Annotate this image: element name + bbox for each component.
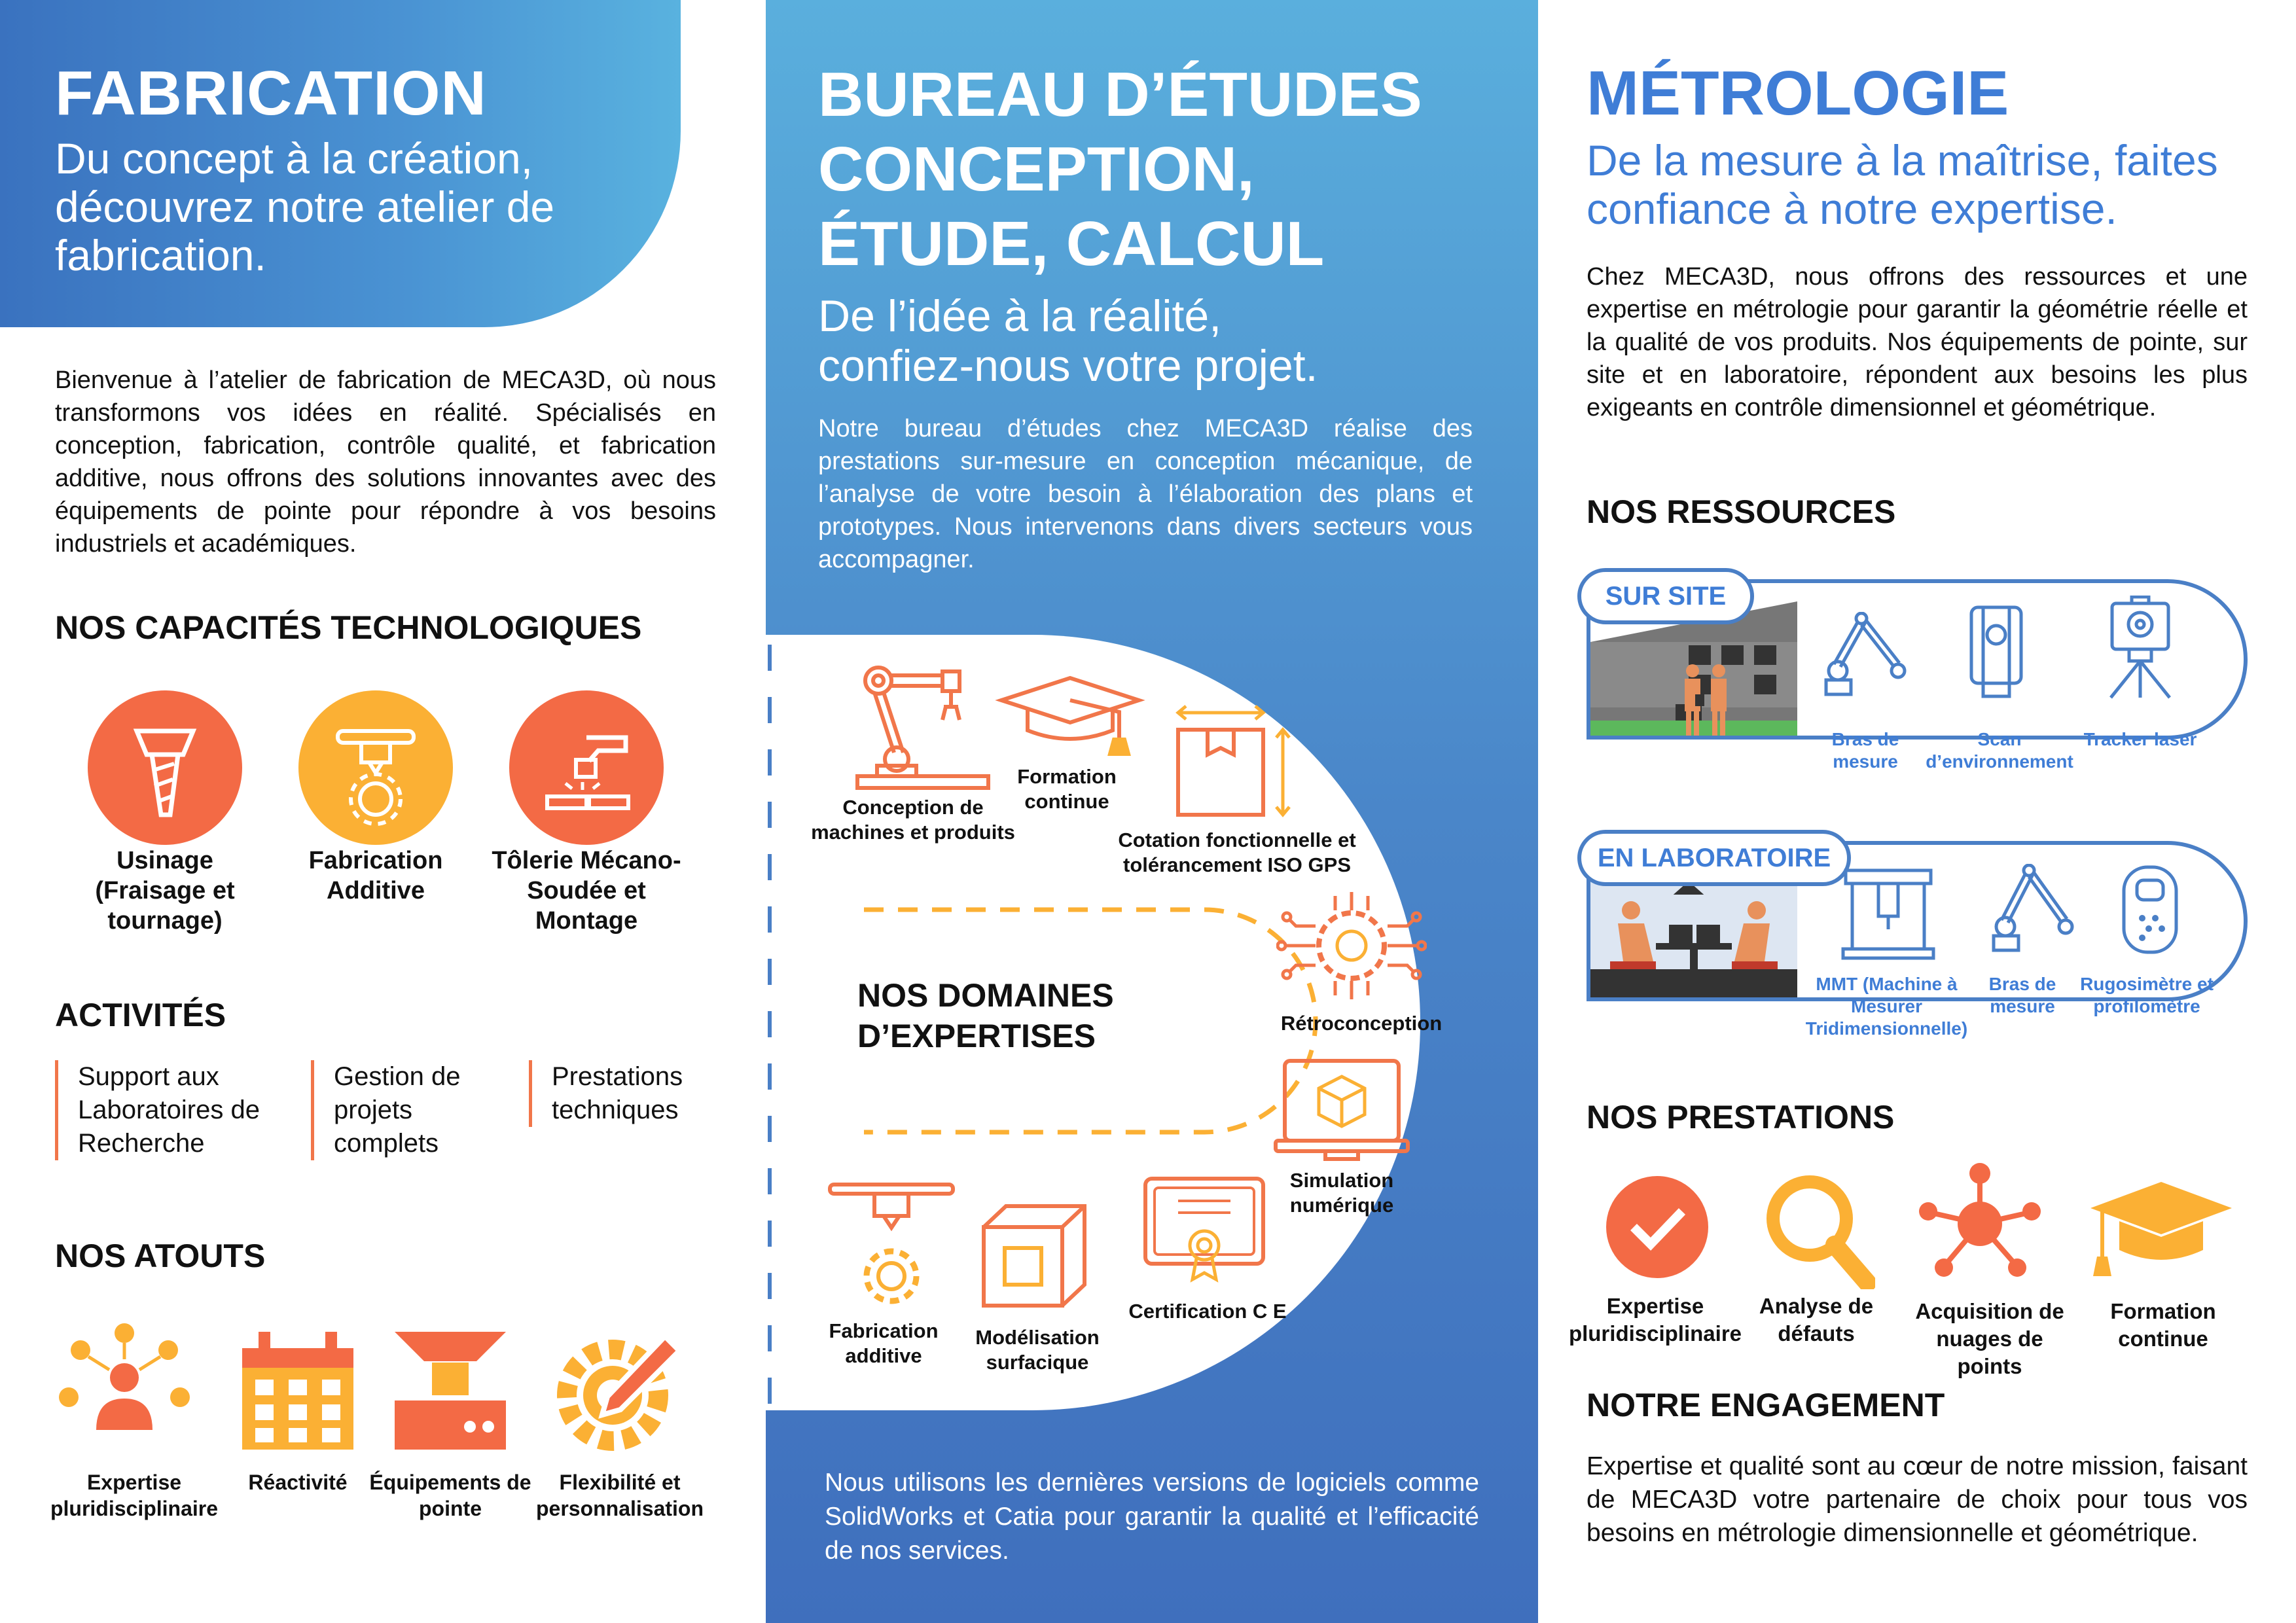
wireframe-cube-icon	[978, 1201, 1090, 1312]
bureau-subtitle-line: De l’idée à la réalité,	[818, 291, 1222, 341]
metrologie-intro: Chez MECA3D, nous offrons des ressources et une expertise en métrologie pour garantir la géométrie réelle et la qualité de vos produits. Nos équipements de pointe, sur site et en laboratoire, répondent aux besoins les plus exigeants en contrôle dimensionnel et géométrique.	[1587, 263, 2248, 421]
3d-printer-icon	[826, 1178, 957, 1315]
graduation-cap-icon	[2089, 1178, 2233, 1283]
check-circle-icon	[1605, 1175, 1710, 1279]
domaine-label: Simulation numérique	[1289, 1169, 1394, 1217]
bureau-footer: Nous utilisons les dernières versions de logiciels comme SolidWorks et Catia pour garantir la qualité et l’efficacité de nos services.	[825, 1469, 1479, 1565]
ressource-label: Scan d’environnement	[1926, 729, 2073, 772]
machine-icon	[391, 1329, 509, 1453]
domaine-label: Rétroconception	[1280, 1012, 1443, 1035]
metrologie-subtitle: De la mesure à la maîtrise, faites confiance à notre expertise.	[1587, 136, 2218, 233]
domaine-label: Certification C E	[1128, 1300, 1287, 1323]
domaine-label: Fabrication additive	[829, 1319, 939, 1367]
fabrication-intro: Bienvenue à l’atelier de fabrication de MECA3D, où nous transformons vos idées en réalité. Spécialisés en conception, fabrication, contrôle qualité, et fabrication additive, nous offrons des solutions innovantes avec des équipements de pointe pour répondre à vos besoins industriels et académiques.	[55, 366, 716, 558]
laser-tracker-icon	[2098, 596, 2183, 700]
point-cloud-icon	[1918, 1162, 2042, 1279]
dimension-box-icon	[1172, 704, 1302, 821]
atout-label: Équipements de pointe	[369, 1471, 531, 1520]
domaine-label: Modélisation surfacique	[975, 1326, 1100, 1374]
bureau-title-line: CONCEPTION,	[818, 134, 1255, 204]
bureau-title-line: ÉTUDE, CALCUL	[818, 209, 1325, 279]
bureau-etudes-panel	[766, 0, 1538, 1623]
activite-item: Gestion de projets complets	[311, 1060, 501, 1160]
domaine-label: Conception de machines et produits	[811, 796, 1015, 844]
prestation-label: Analyse de défauts	[1759, 1294, 1874, 1346]
engagement-text: Expertise et qualité sont au cœur de notre mission, faisant de MECA3D votre partenaire de choix pour tous vos besoins en métrologie dimensionnelle et géométrique.	[1587, 1452, 2248, 1547]
capacite-label: Fabrication Additive	[308, 847, 443, 904]
ressource-label: Bras de mesure	[1988, 974, 2056, 1016]
activite-item: Support aux Laboratoires de Recherche	[55, 1060, 264, 1160]
atout-label: Réactivité	[248, 1471, 348, 1494]
ressource-label: Tracker laser	[2083, 729, 2197, 749]
robot-arm-icon	[851, 661, 995, 792]
fabrication-subtitle: Du concept à la création, découvrez notre atelier de fabrication.	[55, 134, 555, 279]
gear-pencil-icon	[555, 1322, 686, 1453]
network-person-icon	[56, 1319, 193, 1450]
capacite-label: Usinage (Fraisage et tournage)	[95, 847, 235, 935]
ressources-title: NOS RESSOURCES	[1587, 493, 1896, 530]
domaines-title	[857, 975, 1114, 1056]
metrologie-title: MÉTROLOGIE	[1587, 58, 2009, 128]
capacite-label: Tôlerie Mécano-Soudée et Montage	[492, 847, 681, 935]
ressource-label: Rugosimètre et profilomètre	[2080, 974, 2214, 1016]
ressource-label: Bras de mesure	[1831, 729, 1899, 772]
calendar-icon	[239, 1329, 357, 1453]
cmm-icon	[1839, 857, 1937, 962]
bureau-title-line: BUREAU D’ÉTUDES	[818, 60, 1422, 130]
measuring-arm-icon	[1821, 612, 1912, 697]
3d-printer-icon	[298, 690, 453, 845]
bureau-title	[818, 58, 1422, 281]
prestations-title: NOS PRESTATIONS	[1587, 1099, 1895, 1135]
prestation-label: Formation continue	[2110, 1299, 2216, 1351]
domaines-title-line: D’EXPERTISES	[857, 1018, 1096, 1054]
scanner-icon	[1964, 602, 2029, 700]
prestation-label: Acquisition de nuages de points	[1915, 1299, 2064, 1378]
atouts-title: NOS ATOUTS	[55, 1238, 266, 1274]
laptop-cube-icon	[1273, 1057, 1410, 1162]
atout-label: Expertise pluridisciplinaire	[50, 1471, 219, 1520]
bureau-subtitle-line: confiez-nous votre projet.	[818, 341, 1318, 391]
atout-label: Flexibilité et personnalisation	[535, 1471, 704, 1520]
graduation-cap-icon	[995, 674, 1145, 759]
capacites-title: NOS CAPACITÉS TECHNOLOGIQUES	[55, 609, 642, 646]
activites-title: ACTIVITÉS	[55, 997, 226, 1033]
drill-icon	[88, 690, 242, 845]
fabrication-title: FABRICATION	[55, 58, 487, 128]
laboratoire-tag: EN LABORATOIRE	[1577, 830, 1851, 886]
certificate-icon	[1139, 1175, 1270, 1286]
fabrication-panel	[0, 0, 766, 1623]
circuit-gear-icon	[1276, 887, 1427, 1005]
bureau-subtitle	[818, 291, 1318, 391]
domaine-label: Cotation fonctionnelle et tolérancement ISO GPS	[1118, 829, 1356, 876]
roughness-tester-icon	[2117, 861, 2183, 959]
domaines-title-line: NOS DOMAINES	[857, 977, 1114, 1014]
dashed-divider	[766, 645, 774, 1404]
measuring-arm-icon	[1988, 864, 2080, 955]
welding-icon	[509, 690, 664, 845]
bureau-intro: Notre bureau d’études chez MECA3D réalise des prestations sur-mesure en conception mécanique, de l’analyse de votre besoin à l’élaboration des plans et prototypes. Nous intervenons dans divers secteurs vous accompagner.	[818, 415, 1473, 573]
domaine-label: Formation continue	[1017, 765, 1117, 813]
magnifier-icon	[1764, 1171, 1875, 1289]
sur-site-tag: SUR SITE	[1577, 568, 1754, 624]
metrologie-panel	[1538, 0, 2296, 1623]
prestation-label: Expertise pluridisciplinaire	[1568, 1294, 1742, 1346]
engagement-title: NOTRE ENGAGEMENT	[1587, 1387, 1945, 1423]
activite-item: Prestations techniques	[529, 1060, 738, 1127]
ressource-label: MMT (Machine à Mesurer Tridimensionnelle)	[1805, 974, 1968, 1039]
